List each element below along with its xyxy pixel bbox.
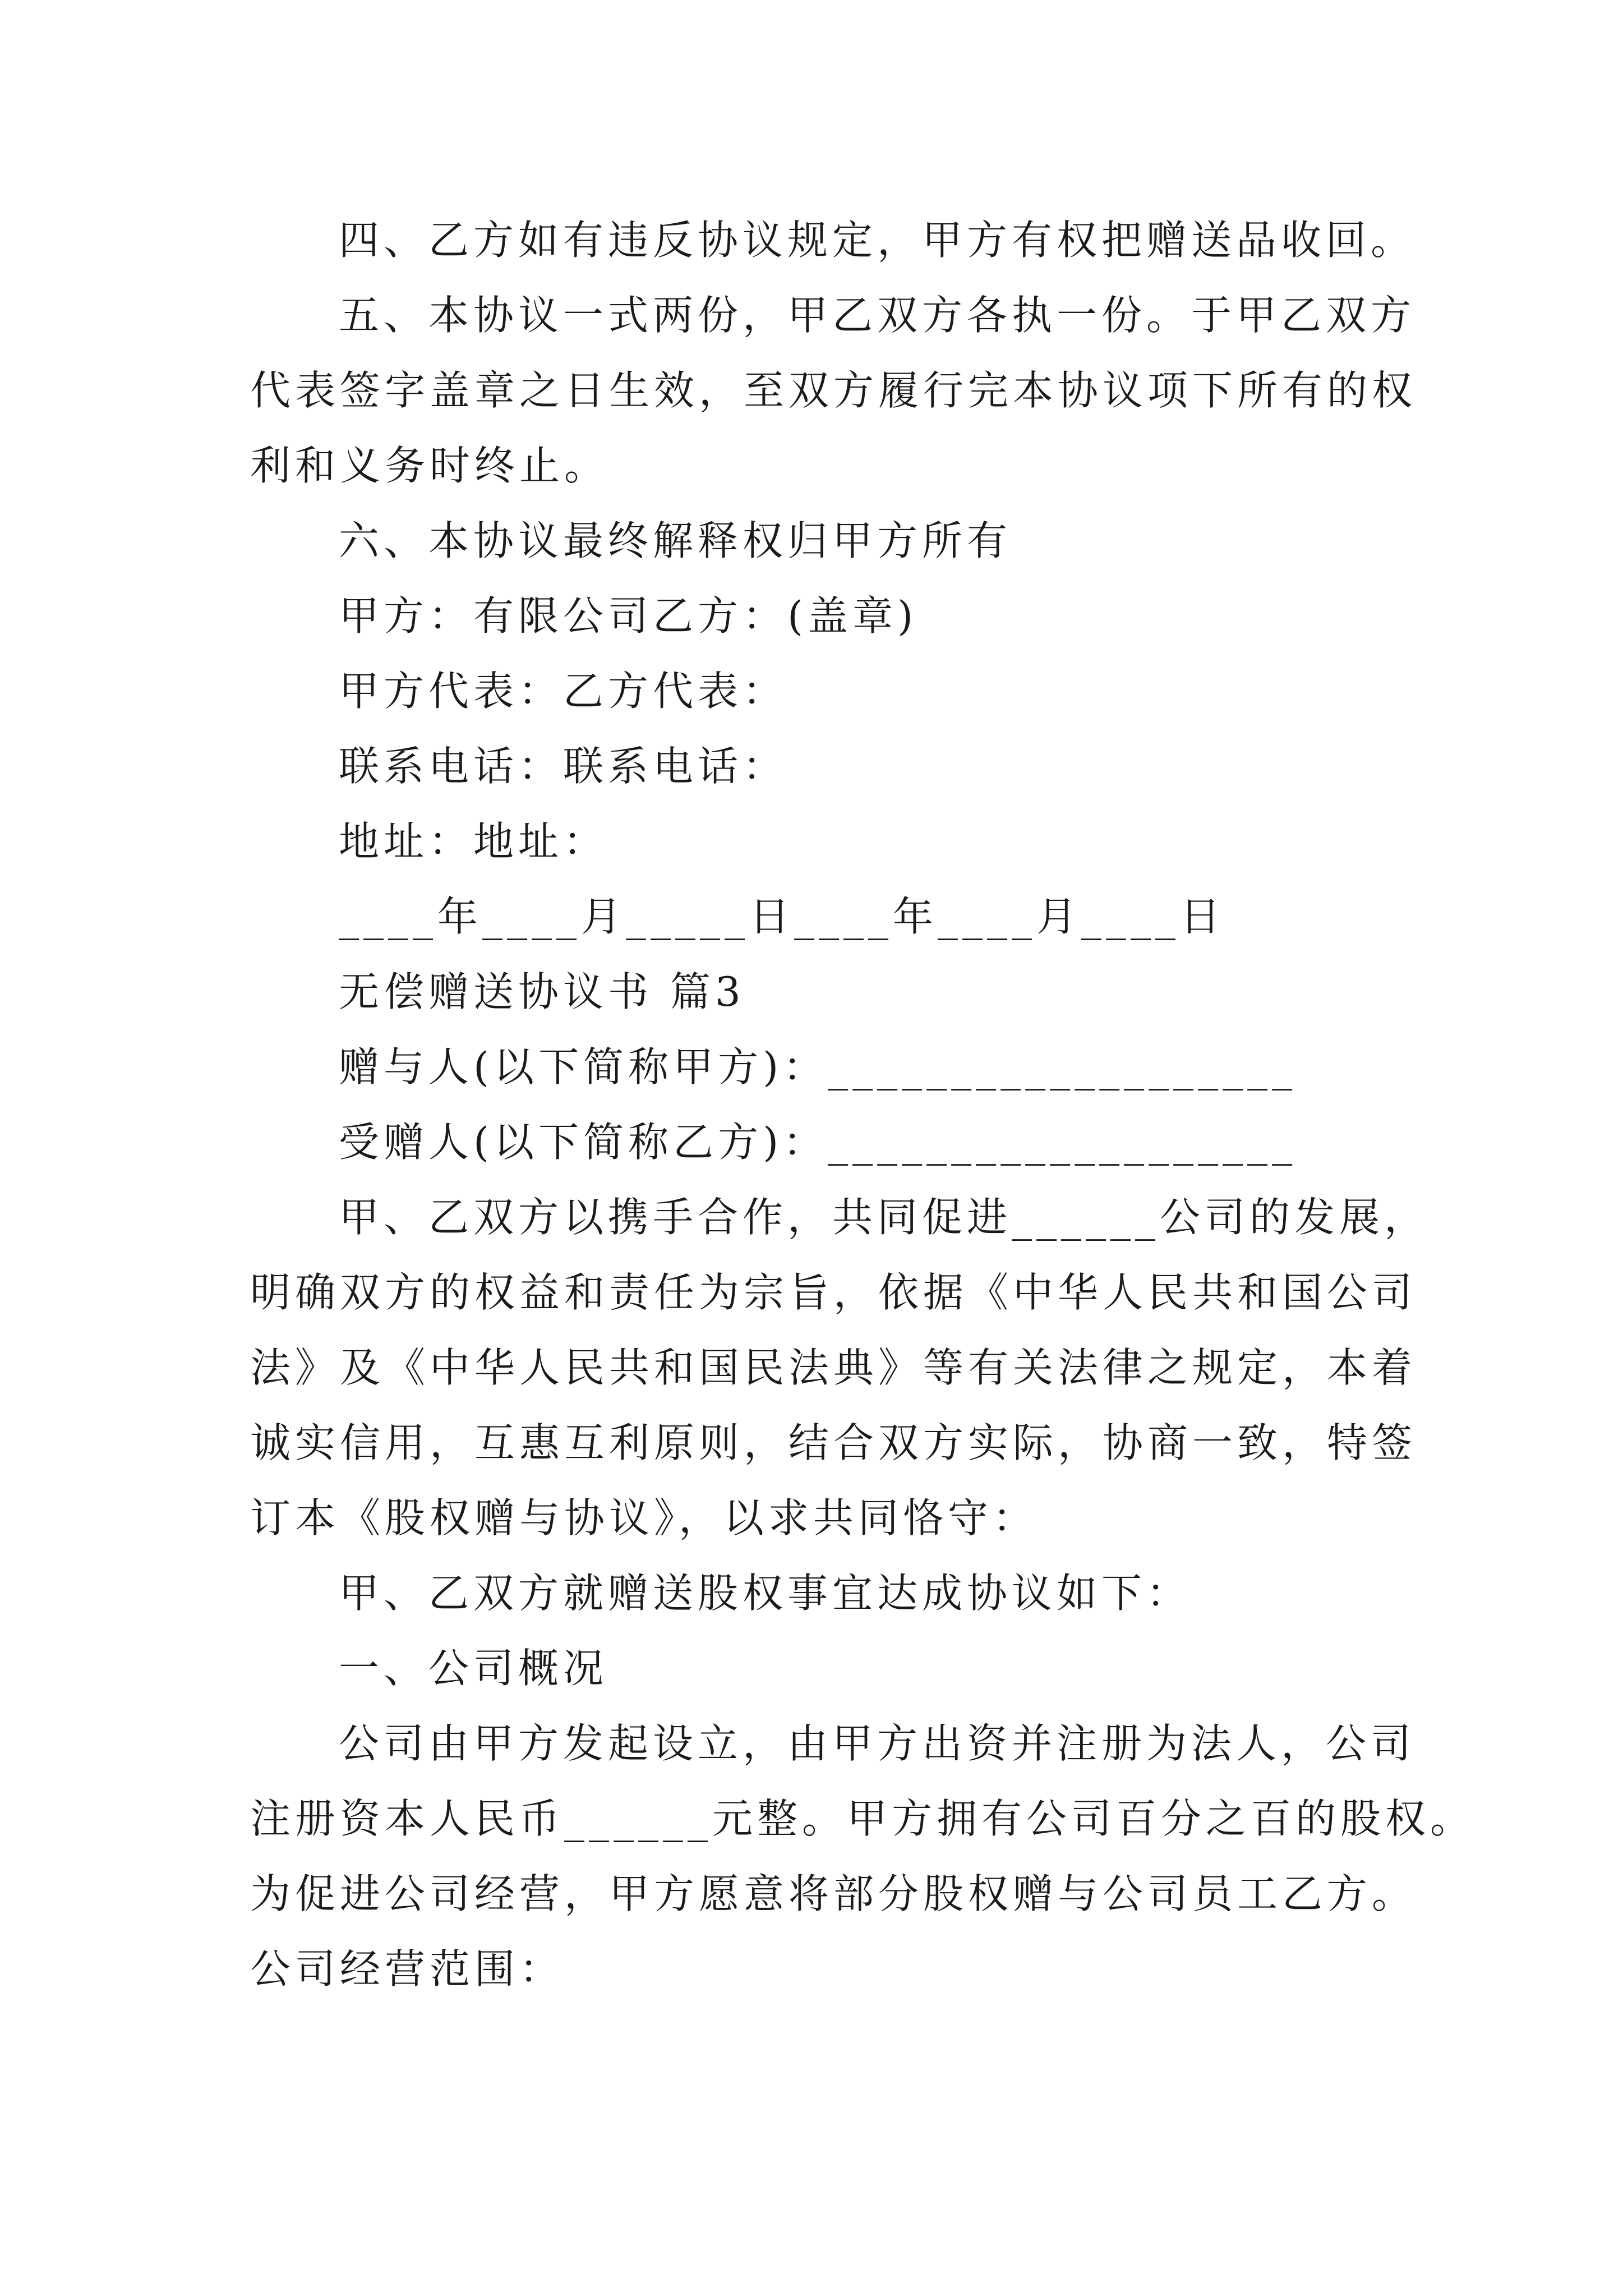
donee-line: 受赠人(以下简称乙方)：___________________ — [339, 1119, 1297, 1166]
signature-address: 地址：地址： — [339, 818, 608, 865]
overview-line-1: 公司由甲方发起设立，由甲方出资并注册为法人，公司 — [339, 1720, 1416, 1767]
signature-phone: 联系电话：联系电话： — [339, 743, 788, 790]
donor-line: 赠与人(以下简称甲方)：___________________ — [339, 1043, 1297, 1091]
preamble-line-2: 明确双方的权益和责任为宗旨，依据《中华人民共和国公司 — [250, 1269, 1417, 1316]
clause-5-line-1: 五、本协议一式两份，甲乙双方各执一份。于甲乙双方 — [339, 292, 1416, 339]
section-title: 无偿赠送协议书 篇3 — [339, 968, 745, 1015]
preamble-line-5: 订本《股权赠与协议》，以求共同恪守： — [250, 1494, 1038, 1542]
clause-6: 六、本协议最终解释权归甲方所有 — [339, 517, 1012, 564]
overview-line-2: 注册资本人民币______元整。甲方拥有公司百分之百的股权。 — [250, 1795, 1476, 1842]
overview-line-4: 公司经营范围： — [250, 1945, 565, 1993]
clause-5-line-2: 代表签字盖章之日生效，至双方履行完本协议项下所有的权 — [250, 367, 1417, 414]
heading-company-overview: 一、公司概况 — [339, 1645, 608, 1692]
preamble-line-3: 法》及《中华人民共和国民法典》等有关法律之规定，本着 — [250, 1344, 1417, 1391]
signature-representative: 甲方代表：乙方代表： — [339, 668, 788, 715]
preamble-line-4: 诚实信用，互惠互利原则，结合双方实际，协商一致，特签 — [250, 1419, 1417, 1466]
clause-5-line-3: 利和义务时终止。 — [250, 442, 610, 489]
signature-party: 甲方：有限公司乙方：(盖章) — [339, 592, 918, 639]
signature-date: ____年____月_____日____年____月____日 — [339, 893, 1225, 940]
overview-line-3: 为促进公司经营，甲方愿意将部分股权赠与公司员工乙方。 — [250, 1870, 1417, 1917]
preamble-line-1: 甲、乙双方以携手合作，共同促进______公司的发展， — [339, 1194, 1430, 1241]
agreement-intro: 甲、乙双方就赠送股权事宜达成协议如下： — [339, 1570, 1192, 1617]
clause-4: 四、乙方如有违反协议规定，甲方有权把赠送品收回。 — [339, 217, 1416, 264]
